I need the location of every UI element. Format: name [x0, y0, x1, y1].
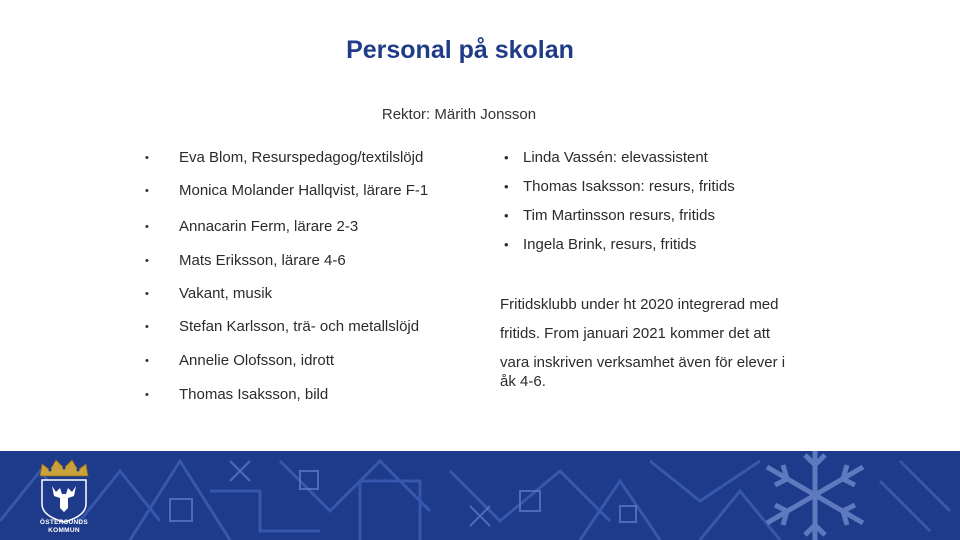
list-item-text: Eva Blom, Resurspedagog/textilslöjd — [179, 149, 424, 166]
list-item-text: Mats Eriksson, lärare 4-6 — [179, 252, 346, 269]
principal-line: Rektor: Märith Jonsson — [381, 106, 537, 123]
list-item — [504, 207, 715, 224]
bullet-icon: • — [145, 288, 149, 300]
bullet-icon: • — [145, 355, 149, 367]
note-line: fritids. From januari 2021 kommer det att — [500, 325, 771, 342]
list-item-text: Linda Vassén: elevassistent — [523, 149, 708, 166]
logo-text — [24, 519, 104, 535]
list-item-text: Annacarin Ferm, lärare 2-3 — [179, 218, 359, 235]
bullet-icon: • — [504, 237, 509, 252]
list-item-text: Thomas Isaksson: resurs, fritids — [523, 178, 735, 195]
fritidsklubb-note — [500, 290, 830, 396]
banner-pattern-icon — [0, 451, 960, 540]
list-item-text: Ingela Brink, resurs, fritids — [523, 236, 697, 253]
bullet-icon: • — [145, 321, 149, 333]
bullet-icon: • — [504, 208, 509, 223]
list-item — [504, 236, 697, 253]
logo-line: ÖSTERSUNDS — [39, 519, 89, 526]
list-item — [145, 318, 420, 335]
list-item — [145, 285, 273, 302]
list-item — [145, 386, 329, 403]
list-item — [145, 352, 335, 369]
list-item-text: Annelie Olofsson, idrott — [179, 352, 335, 369]
bullet-icon: • — [145, 152, 149, 164]
list-item-text: Tim Martinsson resurs, fritids — [523, 207, 715, 224]
list-item — [145, 149, 424, 166]
note-line: åk 4-6. — [500, 373, 546, 390]
bullet-icon: • — [145, 255, 149, 267]
bullet-icon: • — [504, 179, 509, 194]
list-item-text: Vakant, musik — [179, 285, 273, 302]
bullet-icon: • — [145, 389, 149, 401]
list-item — [504, 178, 735, 195]
page-title: Personal på skolan — [346, 36, 574, 64]
list-item — [504, 149, 708, 166]
list-item-text: Monica Molander Hallqvist, lärare F-1 — [179, 182, 429, 199]
bullet-icon: • — [145, 185, 149, 197]
logo-line: KOMMUN — [48, 527, 80, 534]
bottom-banner — [0, 451, 960, 540]
note-line: Fritidsklubb under ht 2020 integrerad med — [500, 296, 779, 313]
bullet-icon: • — [504, 150, 509, 165]
list-item-text: Thomas Isaksson, bild — [179, 386, 329, 403]
list-item — [145, 252, 346, 269]
note-line: vara inskriven verksamhet även för elever i — [500, 354, 786, 371]
list-item-text: Stefan Karlsson, trä- och metallslöjd — [179, 318, 420, 335]
list-item — [145, 218, 359, 235]
bullet-icon: • — [145, 221, 149, 233]
list-item — [145, 182, 429, 199]
